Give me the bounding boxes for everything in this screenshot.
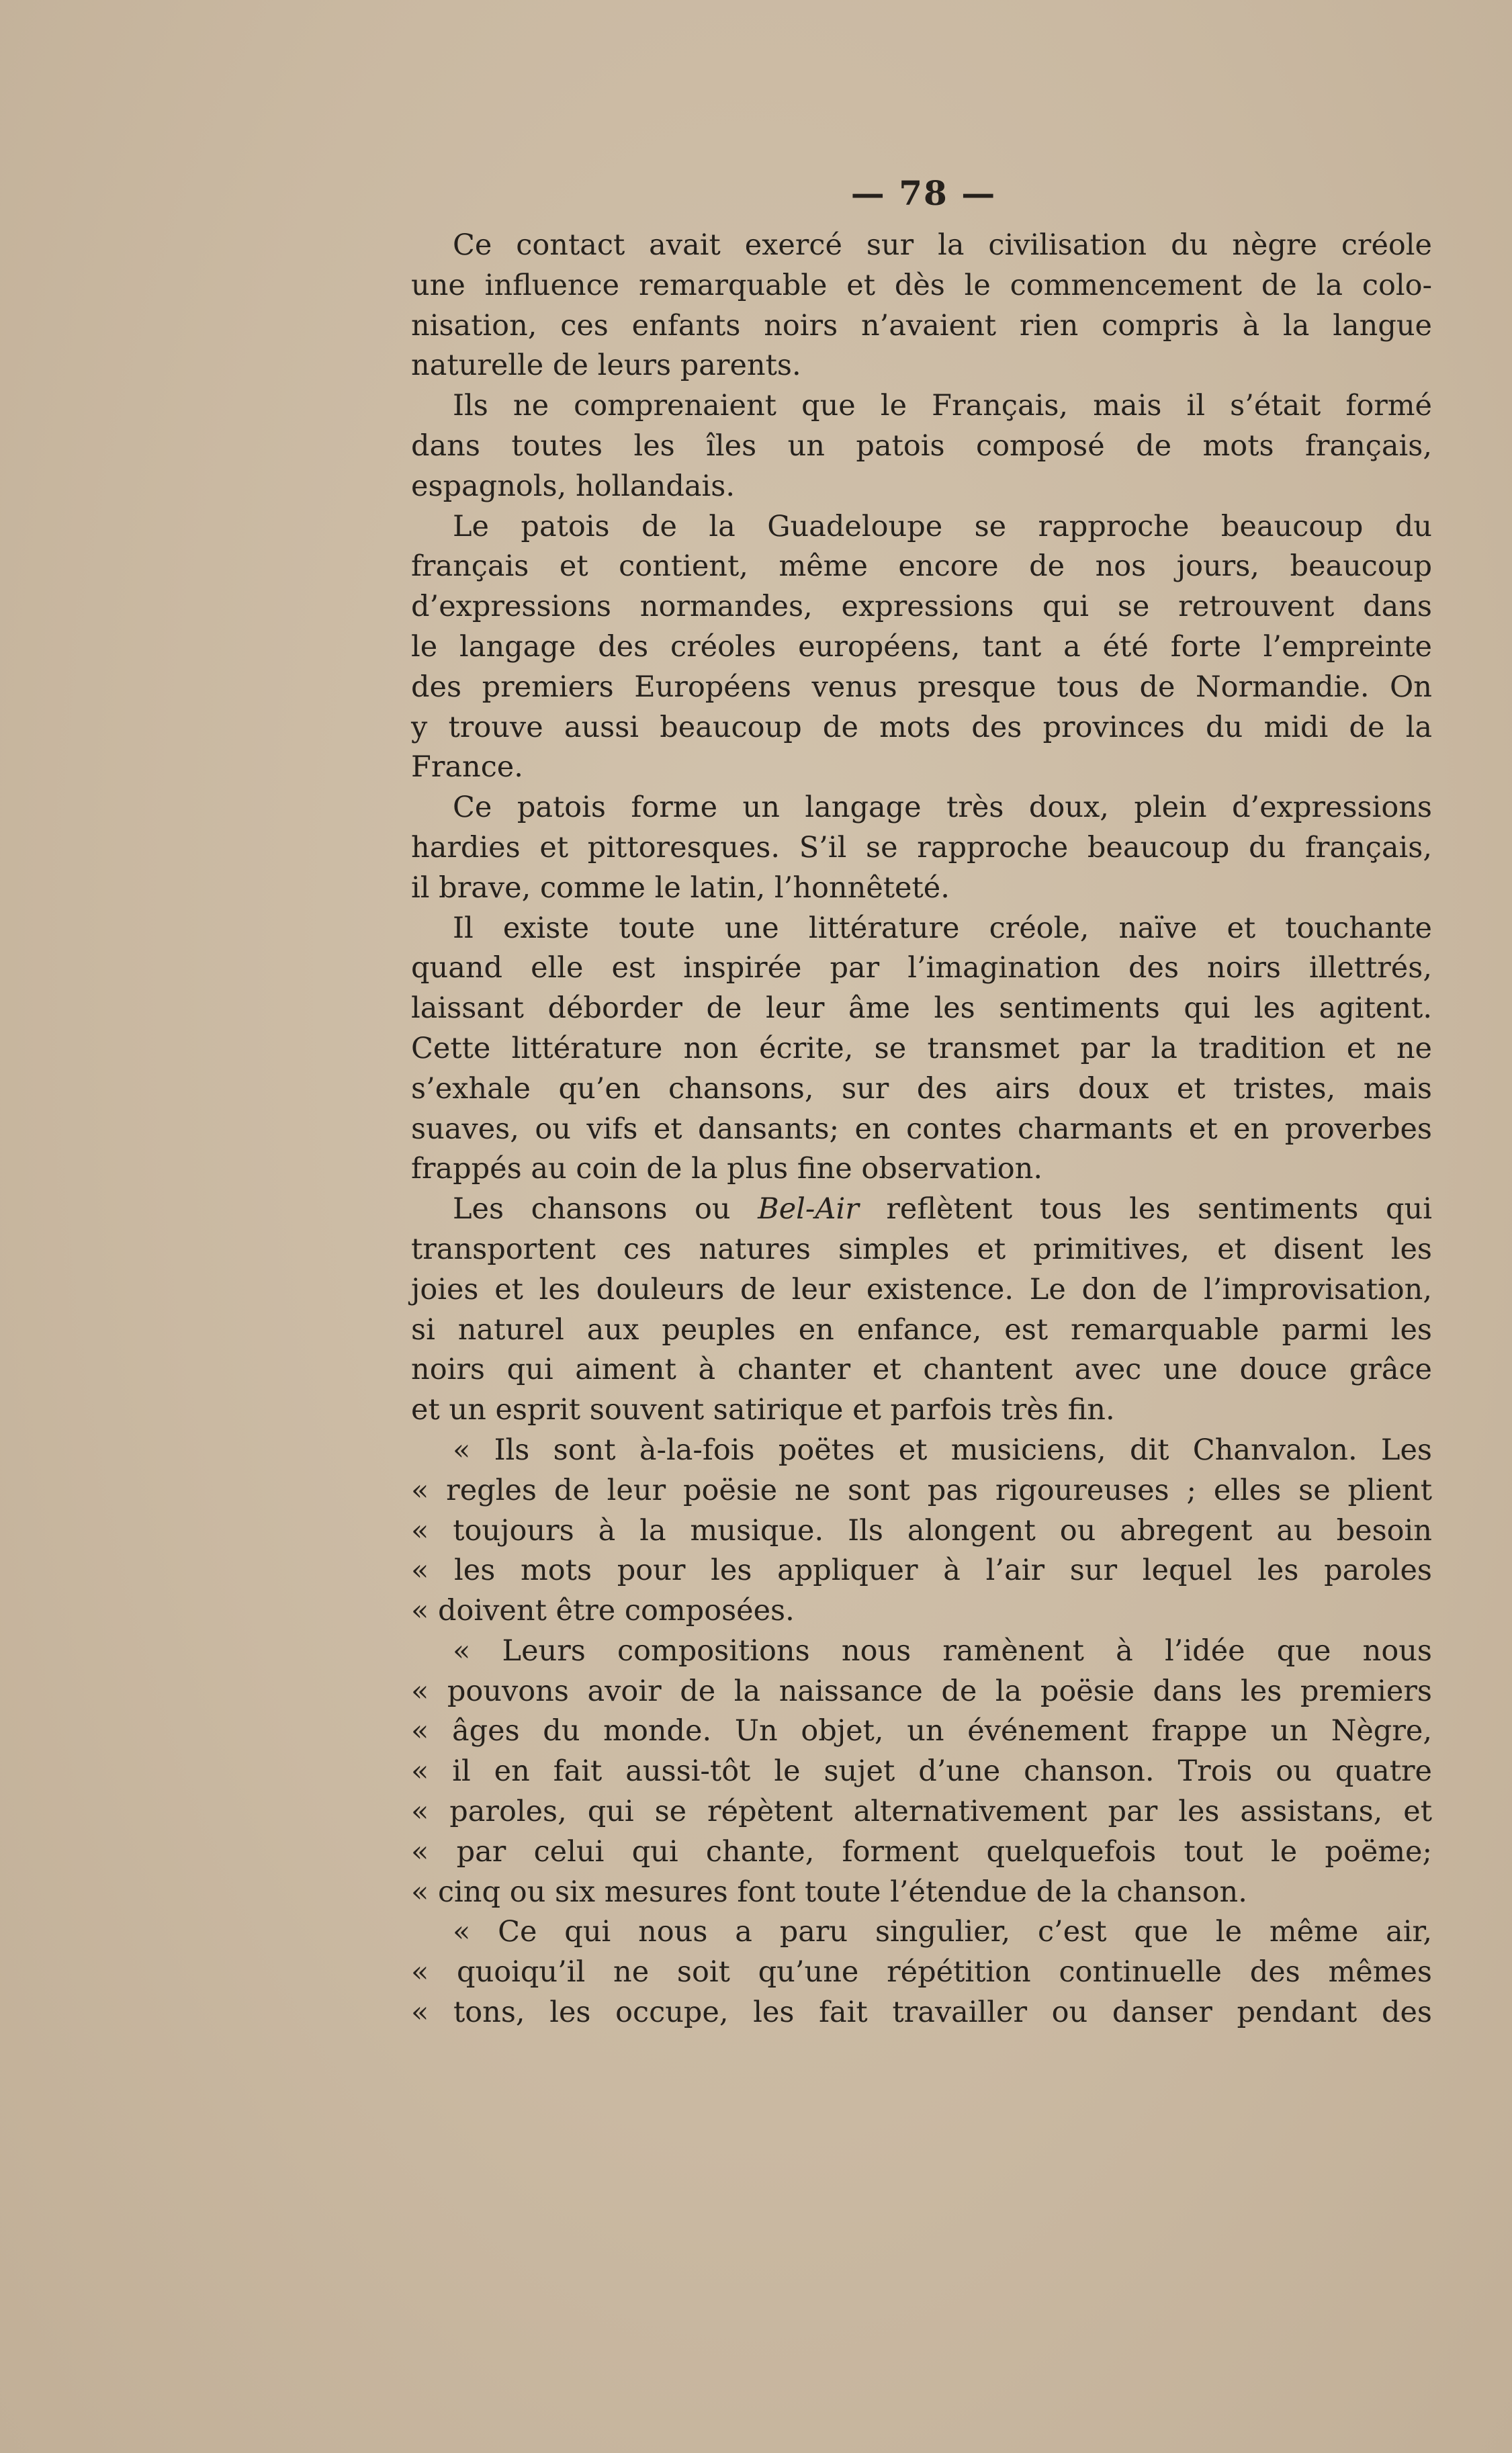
text-line: « Leurs compositions nous ramènent à l’idée que nous bbox=[453, 1634, 1432, 1668]
page-number: — 78 — bbox=[850, 173, 997, 213]
text-line: « âges du monde. Un objet, un événement frappe un Nègre, bbox=[411, 1714, 1432, 1748]
text-line: « les mots pour les appliquer à l’air sur lequel les paroles bbox=[411, 1554, 1432, 1588]
text-line: « Ils sont à-la-fois poëtes et musiciens, dit Chanvalon. Les bbox=[453, 1433, 1432, 1467]
text-line: « quoiqu’il ne soit qu’une répétition continuelle des mêmes bbox=[411, 1955, 1432, 1990]
text-line: « doivent être composées. bbox=[411, 1594, 795, 1628]
text-line: y trouve aussi beaucoup de mots des provinces du midi de la bbox=[411, 710, 1432, 744]
text-line: Il existe toute une littérature créole, naïve et touchante bbox=[453, 911, 1432, 945]
text-line: noirs qui aiment à chanter et chantent avec une douce grâce bbox=[411, 1353, 1432, 1387]
text-line: « par celui qui chante, forment quelquefois tout le poëme; bbox=[411, 1834, 1432, 1869]
text-line: frappés au coin de la plus fine observation. bbox=[411, 1152, 1043, 1186]
text-line: « il en fait aussi-tôt le sujet d’une chanson. Trois ou quatre bbox=[411, 1754, 1432, 1789]
text-line: naturelle de leurs parents. bbox=[411, 349, 801, 383]
text-line bbox=[411, 1190, 1432, 1230]
text-line: des premiers Européens venus presque tous de Normandie. On bbox=[411, 670, 1432, 704]
text-line: si naturel aux peuples en enfance, est remarquable parmi les bbox=[411, 1312, 1432, 1347]
text-line: laissant déborder de leur âme les sentiments qui les agitent. bbox=[411, 991, 1432, 1026]
text-line: Cette littérature non écrite, se transmet par la tradition et ne bbox=[411, 1031, 1432, 1065]
text-line: et un esprit souvent satirique et parfois très fin. bbox=[411, 1393, 1115, 1427]
text-fragment: reflètent tous les sentiments qui bbox=[858, 1192, 1432, 1226]
text-line: transportent ces natures simples et primitives, et disent les bbox=[411, 1232, 1432, 1266]
text-line: France. bbox=[411, 750, 523, 785]
body-text bbox=[411, 226, 1432, 2033]
text-line: « paroles, qui se répètent alternativement par les assistans, et bbox=[411, 1795, 1432, 1829]
text-line: nisation, ces enfants noirs n’avaient rien compris à la langue bbox=[411, 308, 1432, 343]
text-line: Ils ne comprenaient que le Français, mais il s’était formé bbox=[453, 389, 1432, 423]
text-line: joies et les douleurs de leur existence. Le don de l’improvisation, bbox=[411, 1272, 1432, 1306]
text-line: une influence remarquable et dès le commencement de la colo- bbox=[411, 268, 1432, 302]
text-line: « pouvons avoir de la naissance de la poësie dans les premiers bbox=[411, 1674, 1432, 1708]
text-line: « tons, les occupe, les fait travailler ou danser pendant des bbox=[411, 1996, 1432, 2030]
italic-term: Bel-Air bbox=[758, 1192, 859, 1226]
text-line: quand elle est inspirée par l’imagination des noirs illettrés, bbox=[411, 951, 1432, 985]
text-line: Le patois de la Guadeloupe se rapproche beaucoup du bbox=[453, 509, 1432, 543]
text-line: « Ce qui nous a paru singulier, c’est que le même air, bbox=[453, 1915, 1432, 1949]
text-line: « regles de leur poësie ne sont pas rigoureuses ; elles se plient bbox=[411, 1473, 1432, 1507]
text-line: le langage des créoles européens, tant a été forte l’empreinte bbox=[411, 629, 1432, 664]
text-line: il brave, comme le latin, l’honnêteté. bbox=[411, 871, 950, 905]
text-fragment: Les chansons ou bbox=[453, 1192, 758, 1226]
text-line: s’exhale qu’en chansons, sur des airs doux et tristes, mais bbox=[411, 1071, 1432, 1106]
text-line: hardies et pittoresques. S’il se rapproche beaucoup du français, bbox=[411, 830, 1432, 864]
text-line: espagnols, hollandais. bbox=[411, 469, 736, 503]
text-line: français et contient, même encore de nos jours, beaucoup bbox=[411, 549, 1432, 584]
text-line: suaves, ou vifs et dansants; en contes charmants et en proverbes bbox=[411, 1112, 1432, 1146]
text-line: dans toutes les îles un patois composé de mots français, bbox=[411, 429, 1432, 463]
text-line: Ce patois forme un langage très doux, plein d’expressions bbox=[453, 791, 1432, 825]
text-line: « toujours à la musique. Ils alongent ou abregent au besoin bbox=[411, 1513, 1432, 1548]
text-line: d’expressions normandes, expressions qui se retrouvent dans bbox=[411, 590, 1432, 624]
text-line: « cinq ou six mesures font toute l’étendue de la chanson. bbox=[411, 1875, 1247, 1909]
text-line: Ce contact avait exercé sur la civilisation du nègre créole bbox=[453, 228, 1432, 262]
